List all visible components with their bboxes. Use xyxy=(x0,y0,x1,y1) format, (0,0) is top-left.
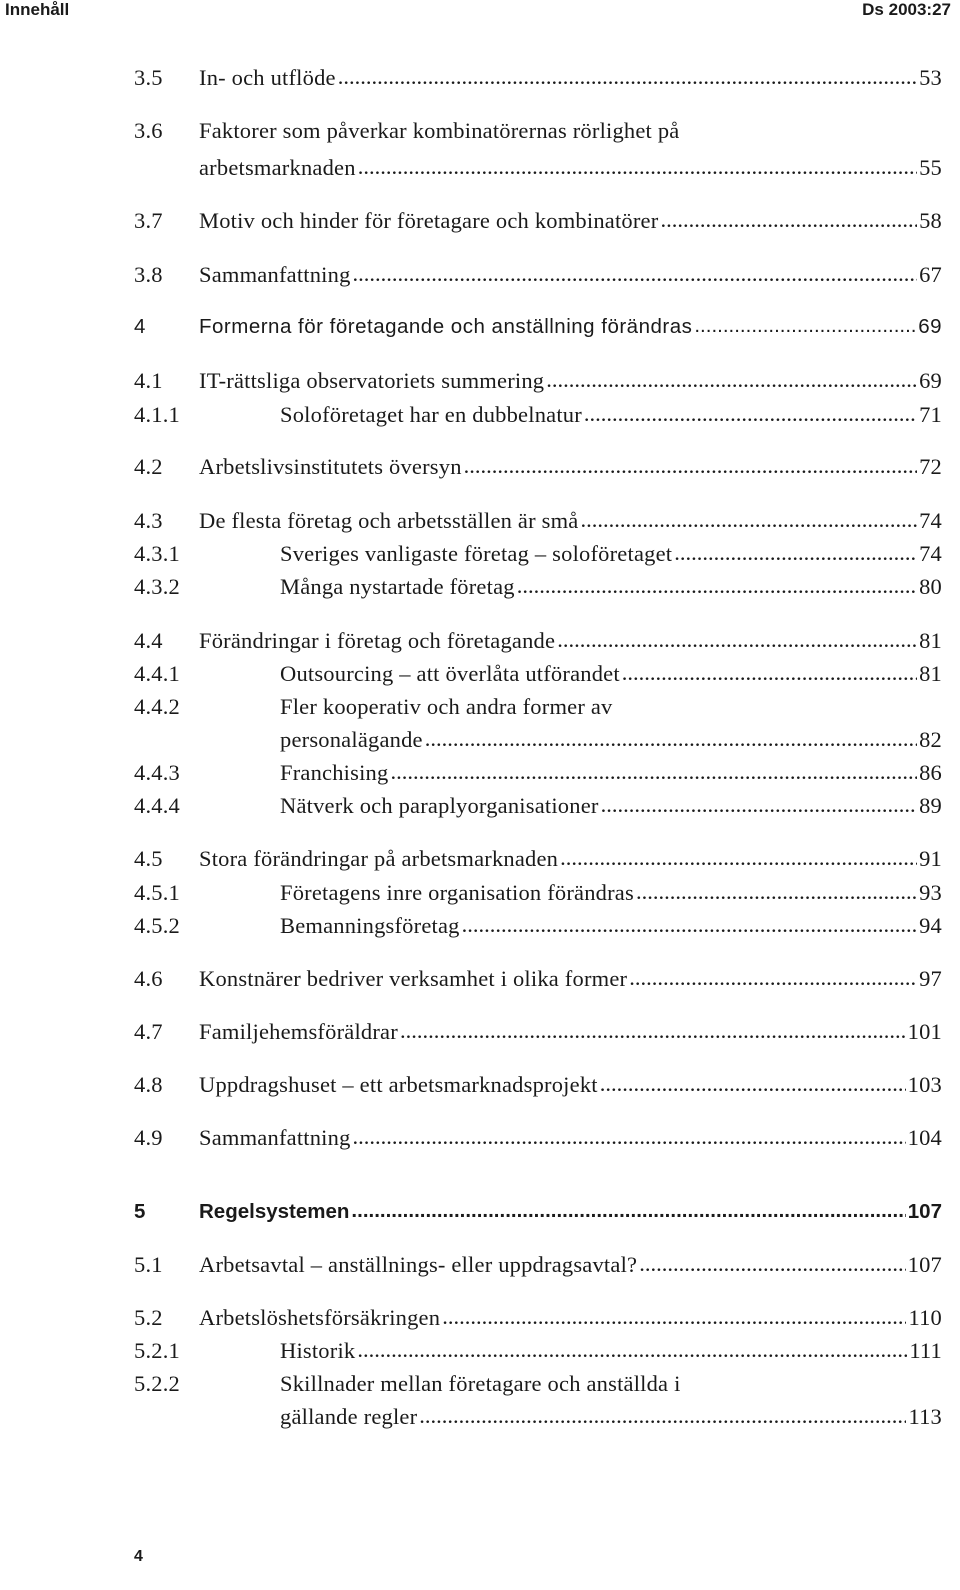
toc-entry-title: Familjehemsföräldrar xyxy=(199,1019,398,1044)
toc-entry-title: Uppdragshuset – ett arbetsmarknadsprojekt xyxy=(199,1072,598,1097)
toc-entry-number: 4.3 xyxy=(134,508,163,533)
toc-entry[interactable] xyxy=(0,1305,960,1335)
toc-entry[interactable] xyxy=(0,368,960,398)
toc-leader-dots xyxy=(517,573,917,599)
toc-entry-title: Stora förändringar på arbetsmarknaden xyxy=(199,846,559,871)
toc-entry[interactable] xyxy=(0,454,960,484)
toc-entry-page: 69 xyxy=(918,315,942,338)
toc-entry-title: Sveriges vanligaste företag – soloföretaget xyxy=(280,541,673,566)
toc-entry-page: 107 xyxy=(907,1200,942,1223)
toc-leader-dots xyxy=(338,64,917,90)
toc-entry-title: Regelsystemen xyxy=(199,1200,350,1223)
toc-entry-title-line1: Faktorer som påverkar kombinatörernas rörlighet på xyxy=(199,118,680,143)
toc-leader-dots xyxy=(560,845,917,871)
toc-leader-dots xyxy=(629,965,917,991)
toc-entry-continuation[interactable] xyxy=(0,727,960,757)
toc-leader-dots xyxy=(674,540,917,566)
toc-entry[interactable] xyxy=(0,1072,960,1102)
toc-entry-page: 81 xyxy=(919,661,942,686)
toc-entry-title: Motiv och hinder för företagare och kombinatörer xyxy=(199,208,659,233)
toc-leader-dots xyxy=(442,1304,906,1330)
toc-entry[interactable] xyxy=(0,880,960,910)
toc-entry-number: 4.8 xyxy=(134,1072,163,1097)
toc-entry-title: personalägande xyxy=(280,727,423,752)
toc-entry-page: 74 xyxy=(919,541,942,566)
toc-entry-number: 3.6 xyxy=(134,118,163,143)
toc-leader-dots xyxy=(353,261,918,287)
toc-entry[interactable] xyxy=(0,574,960,604)
toc-leader-dots xyxy=(660,207,917,233)
toc-entry-page: 89 xyxy=(919,793,942,818)
toc-entry-number: 4.4.3 xyxy=(134,760,180,785)
toc-entry-page: 103 xyxy=(907,1072,942,1097)
toc-leader-dots xyxy=(400,1018,906,1044)
toc-leader-dots xyxy=(358,154,917,180)
toc-entry-title: Förändringar i företag och företagande xyxy=(199,628,556,653)
toc-leader-dots xyxy=(353,1124,906,1150)
toc-entry-number: 4.4.1 xyxy=(134,661,180,686)
toc-leader-dots xyxy=(464,453,917,479)
toc-entry[interactable] xyxy=(0,1338,960,1368)
toc-entry[interactable] xyxy=(0,1252,960,1282)
toc-entry-title: Soloföretaget har en dubbelnatur xyxy=(280,402,582,427)
header-section-title: Innehåll xyxy=(5,0,70,19)
toc-entry[interactable] xyxy=(0,118,960,148)
toc-entry-page: 113 xyxy=(908,1404,942,1429)
toc-leader-dots xyxy=(584,401,917,427)
page-number: 4 xyxy=(134,1548,143,1565)
toc-entry-title: Företagens inre organisation förändras xyxy=(280,880,634,905)
toc-entry-number: 3.5 xyxy=(134,65,163,90)
toc-entry-page: 111 xyxy=(909,1338,942,1363)
toc-entry-number: 5.2 xyxy=(134,1305,163,1330)
toc-entry-number: 4.9 xyxy=(134,1125,163,1150)
toc-entry-number: 5.2.1 xyxy=(134,1338,180,1363)
toc-entry[interactable] xyxy=(0,1371,960,1401)
toc-entry-page: 71 xyxy=(919,402,942,427)
toc-entry-page: 80 xyxy=(919,574,942,599)
toc-entry-number: 4.3.1 xyxy=(134,541,180,566)
toc-entry-page: 110 xyxy=(908,1305,942,1330)
toc-entry-title-line1: Skillnader mellan företagare och anställda i xyxy=(280,1371,681,1396)
toc-leader-dots xyxy=(581,507,918,533)
toc-entry-title: De flesta företag och arbetsställen är små xyxy=(199,508,579,533)
toc-entry[interactable] xyxy=(0,508,960,538)
toc-entry-number: 5 xyxy=(134,1200,146,1223)
toc-entry-title: Arbetslöshetsförsäkringen xyxy=(199,1305,441,1330)
toc-entry-page: 55 xyxy=(919,155,942,180)
toc-entry-page: 58 xyxy=(919,208,942,233)
toc-entry[interactable] xyxy=(0,913,960,943)
toc-entry-number: 4.1.1 xyxy=(134,402,180,427)
toc-chapter-entry[interactable] xyxy=(0,315,960,345)
toc-entry-page: 91 xyxy=(919,846,942,871)
toc-leader-dots xyxy=(639,1251,905,1277)
toc-entry-title: Arbetslivsinstitutets översyn xyxy=(199,454,462,479)
toc-entry-title: Arbetsavtal – anställnings- eller uppdragsavtal? xyxy=(199,1252,638,1277)
toc-entry-page: 81 xyxy=(919,628,942,653)
toc-entry-number: 4.7 xyxy=(134,1019,163,1044)
toc-entry-page: 107 xyxy=(907,1252,942,1277)
toc-entry-number: 4.6 xyxy=(134,966,163,991)
toc-leader-dots xyxy=(351,1199,905,1223)
toc-entry[interactable] xyxy=(0,402,960,432)
toc-entry[interactable] xyxy=(0,65,960,95)
toc-entry[interactable] xyxy=(0,1019,960,1049)
toc-leader-dots xyxy=(546,367,917,393)
toc-entry-title: In- och utflöde xyxy=(199,65,336,90)
toc-entry-title: IT-rättsliga observatoriets summering xyxy=(199,368,545,393)
toc-leader-dots xyxy=(425,726,917,752)
toc-entry[interactable] xyxy=(0,208,960,238)
toc-entry-number: 4.4 xyxy=(134,628,163,653)
toc-entry-number: 3.7 xyxy=(134,208,163,233)
toc-entry[interactable] xyxy=(0,661,960,691)
toc-entry[interactable] xyxy=(0,694,960,724)
toc-entry[interactable] xyxy=(0,846,960,876)
toc-entry-number: 4.4.2 xyxy=(134,694,180,719)
toc-entry-page: 104 xyxy=(907,1125,942,1150)
toc-entry-continuation[interactable] xyxy=(0,1404,960,1434)
toc-entry-number: 4.5.2 xyxy=(134,913,180,938)
toc-entry-number: 5.2.2 xyxy=(134,1371,180,1396)
toc-entry[interactable] xyxy=(0,541,960,571)
toc-leader-dots xyxy=(694,314,916,338)
toc-leader-dots xyxy=(462,912,917,938)
toc-entry[interactable] xyxy=(0,966,960,996)
toc-entry-number: 5.1 xyxy=(134,1252,163,1277)
toc-entry-page: 97 xyxy=(919,966,942,991)
toc-entry-title: Många nystartade företag xyxy=(280,574,515,599)
toc-entry-page: 74 xyxy=(919,508,942,533)
toc-entry-page: 101 xyxy=(907,1019,942,1044)
toc-entry-number: 4.3.2 xyxy=(134,574,180,599)
toc-entry-title: Sammanfattning xyxy=(199,262,351,287)
toc-entry-title: Bemanningsföretag xyxy=(280,913,460,938)
toc-entry-title: Outsourcing – att överlåta utförandet xyxy=(280,661,620,686)
toc-leader-dots xyxy=(357,1337,907,1363)
toc-entry-title: Franchising xyxy=(280,760,389,785)
toc-entry-page: 93 xyxy=(919,880,942,905)
toc-entry[interactable] xyxy=(0,1125,960,1155)
toc-entry[interactable] xyxy=(0,628,960,658)
toc-entry-page: 86 xyxy=(919,760,942,785)
toc-entry[interactable] xyxy=(0,262,960,292)
toc-leader-dots xyxy=(600,1071,906,1097)
toc-entry-number: 3.8 xyxy=(134,262,163,287)
toc-entry[interactable] xyxy=(0,793,960,823)
toc-leader-dots xyxy=(557,627,917,653)
toc-entry-number: 4.5 xyxy=(134,846,163,871)
toc-entry-title: Historik xyxy=(280,1338,356,1363)
header-document-id: Ds 2003:27 xyxy=(862,0,951,19)
toc-entry-page: 53 xyxy=(919,65,942,90)
toc-entry-title: gällande regler xyxy=(280,1404,418,1429)
toc-entry-page: 72 xyxy=(919,454,942,479)
toc-entry-title: Sammanfattning xyxy=(199,1125,351,1150)
toc-entry-number: 4.5.1 xyxy=(134,880,180,905)
toc-entry-title: Formerna för företagande och anställning förändras xyxy=(199,315,693,338)
toc-leader-dots xyxy=(390,759,917,785)
toc-entry-title: Konstnärer bedriver verksamhet i olika former xyxy=(199,966,628,991)
toc-entry-page: 69 xyxy=(919,368,942,393)
toc-leader-dots xyxy=(636,879,917,905)
toc-entry-page: 67 xyxy=(919,262,942,287)
toc-entry-title: Nätverk och paraplyorganisationer xyxy=(280,793,599,818)
toc-leader-dots xyxy=(601,792,918,818)
toc-entry-page: 82 xyxy=(919,727,942,752)
toc-entry-number: 4.1 xyxy=(134,368,163,393)
toc-entry-number: 4 xyxy=(134,315,146,338)
toc-entry[interactable] xyxy=(0,760,960,790)
toc-entry-continuation[interactable] xyxy=(0,155,960,185)
toc-entry-title: arbetsmarknaden xyxy=(199,155,356,180)
toc-entry-page: 94 xyxy=(919,913,942,938)
toc-entry-number: 4.4.4 xyxy=(134,793,180,818)
toc-chapter-entry[interactable] xyxy=(0,1200,960,1230)
toc-leader-dots xyxy=(622,660,917,686)
toc-entry-title-line1: Fler kooperativ och andra former av xyxy=(280,694,613,719)
toc-entry-number: 4.2 xyxy=(134,454,163,479)
toc-leader-dots xyxy=(419,1403,906,1429)
